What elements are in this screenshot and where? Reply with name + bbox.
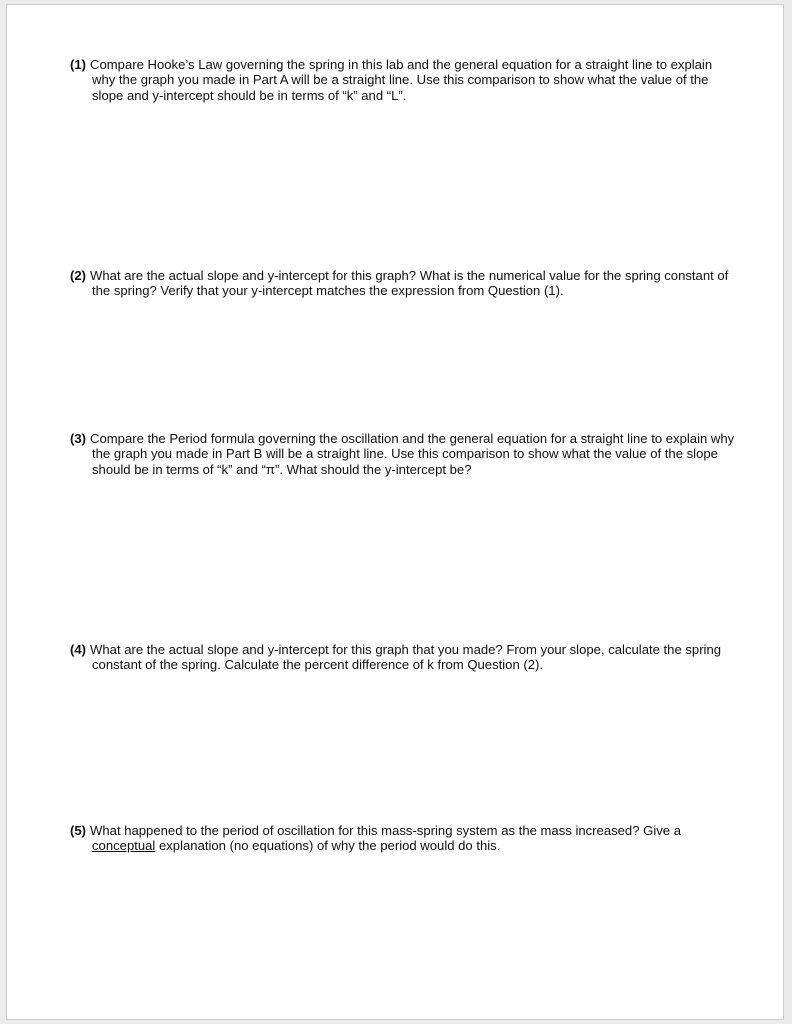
- question-1: [70, 57, 736, 103]
- question-text: What happened to the period of oscillation for this mass-spring system as the mass increased? Give a: [90, 823, 681, 838]
- question-number: (4): [70, 642, 87, 657]
- question-text: What are the actual slope and y-intercept for this graph that you made? From your slope, calculate the spring constant of the spring. Calculate the percent difference of k from Question (2).: [90, 642, 722, 673]
- question-number: (5): [70, 823, 87, 838]
- question-text-end: explanation (no equations) of why the period would do this.: [155, 838, 501, 854]
- question-3: [70, 431, 736, 477]
- question-number: (2): [70, 268, 87, 283]
- underlined-word: conceptual: [92, 838, 156, 854]
- document-page: [6, 4, 784, 1020]
- question-text: What are the actual slope and y-intercept for this graph? What is the numerical value for the spring constant of the spring? Verify that your y-intercept matches the expression from Question (1).: [90, 268, 729, 299]
- question-text: Compare the Period formula governing the oscillation and the general equation for a straight line to explain why the graph you made in Part B will be a straight line. Use this comparison to show what the value of the slope should be in terms of “k” and “π”. What should the y-intercept be?: [90, 431, 735, 477]
- question-number: (3): [70, 431, 87, 446]
- question-5: [70, 823, 736, 854]
- question-4: [70, 642, 736, 673]
- question-text: Compare Hooke’s Law governing the spring in this lab and the general equation for a straight line to explain why the graph you made in Part A will be a straight line. Use this comparison to show what the value of the slope and y-intercept should be in terms of “k” and “L”.: [90, 57, 713, 103]
- question-2: [70, 268, 736, 299]
- question-number: (1): [70, 57, 87, 72]
